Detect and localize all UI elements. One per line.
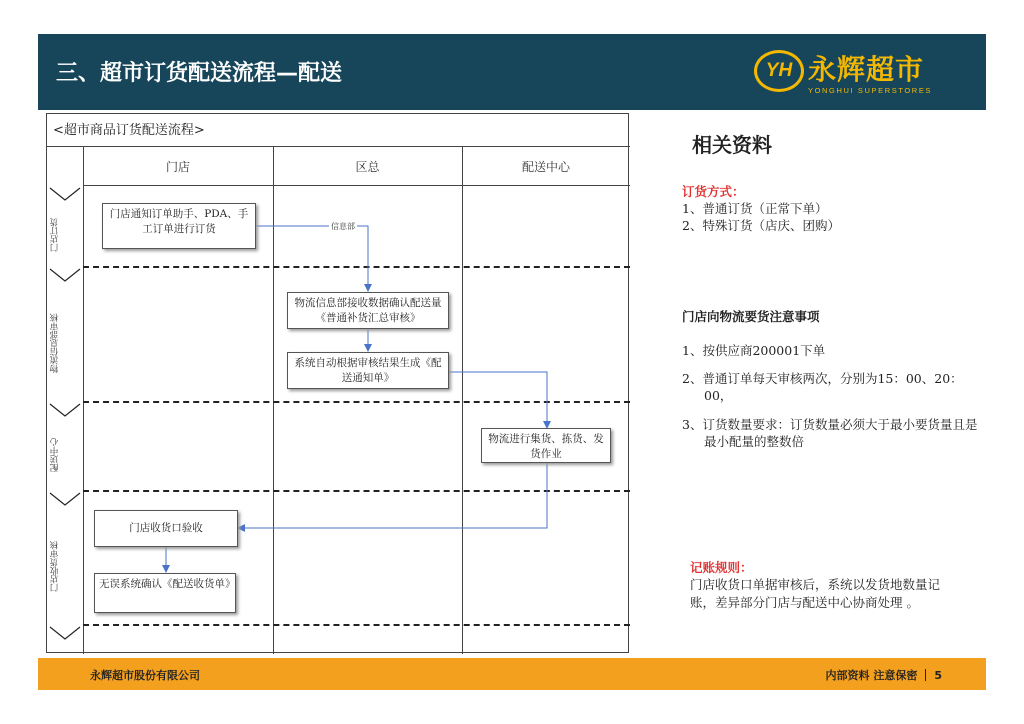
logo-english-name: YONGHUI SUPERSTORES (808, 86, 933, 95)
phase-chevron-4 (50, 493, 80, 505)
arrow-system-to-dc (449, 372, 547, 428)
phase-label-store-receive: 门店收货审核 (50, 541, 60, 592)
note-3: 3、订货数量要求：订货数量必须大于最小要货量且是最小配量的整数倍 (682, 417, 978, 449)
notes-section (682, 307, 980, 450)
side-title: 相关资料 (692, 133, 772, 157)
phase-label-store-order: 门店订货 (50, 218, 60, 252)
header-bar (38, 34, 986, 110)
phase-label-dc: 配送中心 (50, 438, 60, 472)
node-info-confirm: 物流信息部接收数据确认配送量《普通补货汇总审核》 (287, 292, 449, 329)
notes-heading: 门店向物流要货注意事项 (682, 309, 820, 324)
footer-company: 永辉超市股份有限公司 (90, 669, 200, 682)
company-logo (754, 46, 954, 98)
note-2: 2、普通订单每天审核两次，分别为15：00、20：00， (682, 371, 963, 403)
phase-chevron-3 (50, 404, 80, 416)
flow-diagram (46, 113, 629, 653)
lane-header-store: 门店 (165, 160, 190, 174)
order-methods-section (682, 182, 980, 234)
node-store-check: 门店收货口验收 (94, 510, 238, 547)
logo-name: 永辉超市 (808, 53, 925, 86)
lane-header-region: 区总 (355, 160, 380, 174)
note-1: 1、按供应商200001下单 (682, 343, 826, 358)
order-method-1: 1、普通订货（正常下单） (682, 201, 828, 216)
footer-confidential: 内部资料 注意保密 (825, 669, 918, 682)
footer-right (826, 667, 943, 683)
lane-header-dc: 配送中心 (521, 160, 570, 174)
accounting-section (690, 558, 962, 612)
node-store-confirm: 无误系统确认《配送收货单》 (94, 573, 236, 613)
order-methods-heading: 订货方式： (682, 184, 745, 199)
page-number: 5 (934, 669, 942, 682)
arrow-dc-to-store (238, 463, 547, 528)
arrow-store-to-info (256, 226, 368, 291)
accounting-heading: 记账规则： (690, 560, 753, 575)
node-dc-picking: 物流进行集货、拣货、发货作业 (481, 428, 611, 463)
phase-chevron-5 (50, 627, 80, 639)
footer-bar (38, 658, 986, 690)
accounting-text: 门店收货口单据审核后，系统以发货地数量记账，差异部分门店与配送中心协商处理 。 (690, 577, 941, 610)
diagram-title: <超市商品订货配送流程> (53, 123, 205, 138)
order-method-2: 2、特殊订货（店庆、团购） (682, 218, 840, 233)
page-title: 三、超市订货配送流程—配送 (56, 61, 343, 86)
node-system-generate: 系统自动根据审核结果生成《配送通知单》 (287, 352, 449, 389)
node-store-order: 门店通知订单助手、PDA、手工订单进行订货 (102, 203, 256, 249)
phase-label-info-review: 物流信息部审核 (50, 313, 60, 373)
phase-chevron-1 (50, 188, 80, 200)
phase-chevron-2 (50, 269, 80, 281)
logo-mark: YH (754, 50, 804, 92)
footer-separator (925, 669, 926, 681)
edge-label-info: 信息部 (331, 222, 355, 231)
